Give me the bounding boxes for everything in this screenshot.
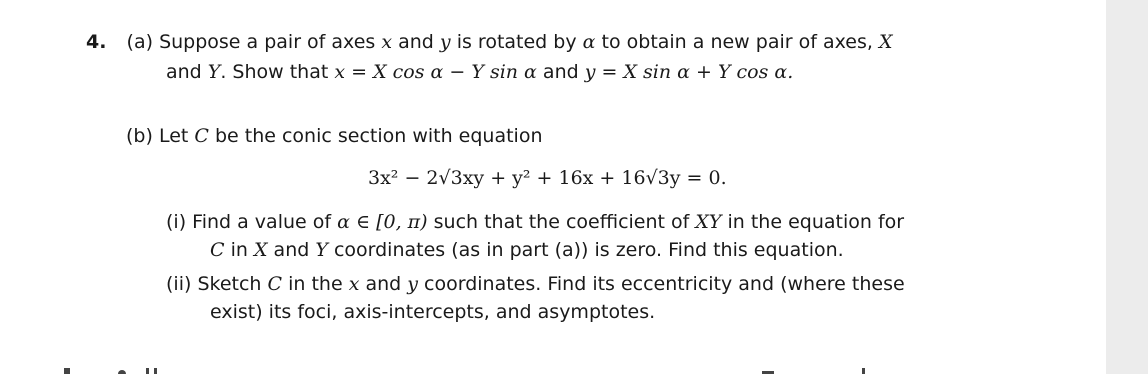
part-b-text: Let xyxy=(158,125,189,147)
part-a-text: and xyxy=(166,61,202,83)
part-b-label: (b) xyxy=(126,125,153,147)
sub-ii-text: Sketch xyxy=(197,273,262,295)
sub-i-text: such that the coefficient of xyxy=(433,211,690,233)
sub-ii-label: (ii) xyxy=(166,273,192,295)
var-C: C xyxy=(267,273,283,295)
sub-i-text: in the equation for xyxy=(727,211,905,233)
var-Y: Y xyxy=(315,239,328,261)
alpha-interval: α ∈ [0, π) xyxy=(337,211,428,233)
var-y: y xyxy=(439,31,451,53)
var-C: C xyxy=(210,239,225,261)
sub-ii-text: in the xyxy=(288,273,343,295)
var-y: y xyxy=(407,273,418,295)
part-a-text: and xyxy=(398,31,434,53)
formula-y: y = X sin α + Y cos α. xyxy=(584,61,794,83)
var-x: x xyxy=(381,31,393,53)
cropped-text-fragment xyxy=(862,368,865,374)
sub-i-label: (i) xyxy=(166,211,187,233)
sub-ii-line-1 xyxy=(166,272,905,296)
var-C: C xyxy=(194,125,209,147)
part-a-text: to obtain a new pair of axes, xyxy=(601,31,873,53)
scrollbar-track[interactable] xyxy=(1106,0,1148,374)
part-a-label: (a) xyxy=(126,31,154,53)
sub-i-line-2 xyxy=(210,238,844,262)
conic-equation-text: 3x² − 2√3xy + y² + 16x + 16√3y = 0. xyxy=(368,167,727,189)
part-a-text: and xyxy=(542,61,579,83)
sub-i-text: in xyxy=(230,239,248,261)
cropped-text-fragment xyxy=(146,368,149,374)
conic-equation xyxy=(368,166,727,190)
part-a-line-2 xyxy=(166,60,793,84)
sub-ii-text: and xyxy=(365,273,402,295)
sub-i-text: and xyxy=(273,239,310,261)
sub-i-line-1 xyxy=(166,210,904,234)
var-X: X xyxy=(878,31,893,53)
var-x: x xyxy=(348,273,360,295)
part-a-text: . Show that xyxy=(220,61,329,83)
sub-ii-line-2 xyxy=(210,300,655,324)
sub-i-text: Find a value of xyxy=(192,211,332,233)
var-alpha: α xyxy=(582,31,596,53)
sub-i-text: coordinates (as in part (a)) is zero. Find this equation. xyxy=(333,239,844,261)
var-X: X xyxy=(253,239,268,261)
cropped-text-fragment xyxy=(64,368,70,374)
part-a-line-1 xyxy=(86,30,892,54)
var-Y: Y xyxy=(207,61,221,83)
sub-ii-text: coordinates. Find its eccentricity and (where these xyxy=(424,273,905,295)
sub-ii-text: exist) its foci, axis-intercepts, and asymptotes. xyxy=(210,301,656,323)
var-XY: XY xyxy=(695,211,722,233)
part-b-intro xyxy=(126,124,543,148)
cropped-text-fragment xyxy=(154,368,157,374)
part-a-text: is rotated by xyxy=(456,31,577,53)
part-b-text: be the conic section with equation xyxy=(214,125,543,147)
formula-x: x = X cos α − Y sin α xyxy=(334,61,537,83)
part-a-text: Suppose a pair of axes xyxy=(159,31,376,53)
cropped-text-fragment xyxy=(118,370,126,374)
question-number: 4. xyxy=(86,31,107,53)
